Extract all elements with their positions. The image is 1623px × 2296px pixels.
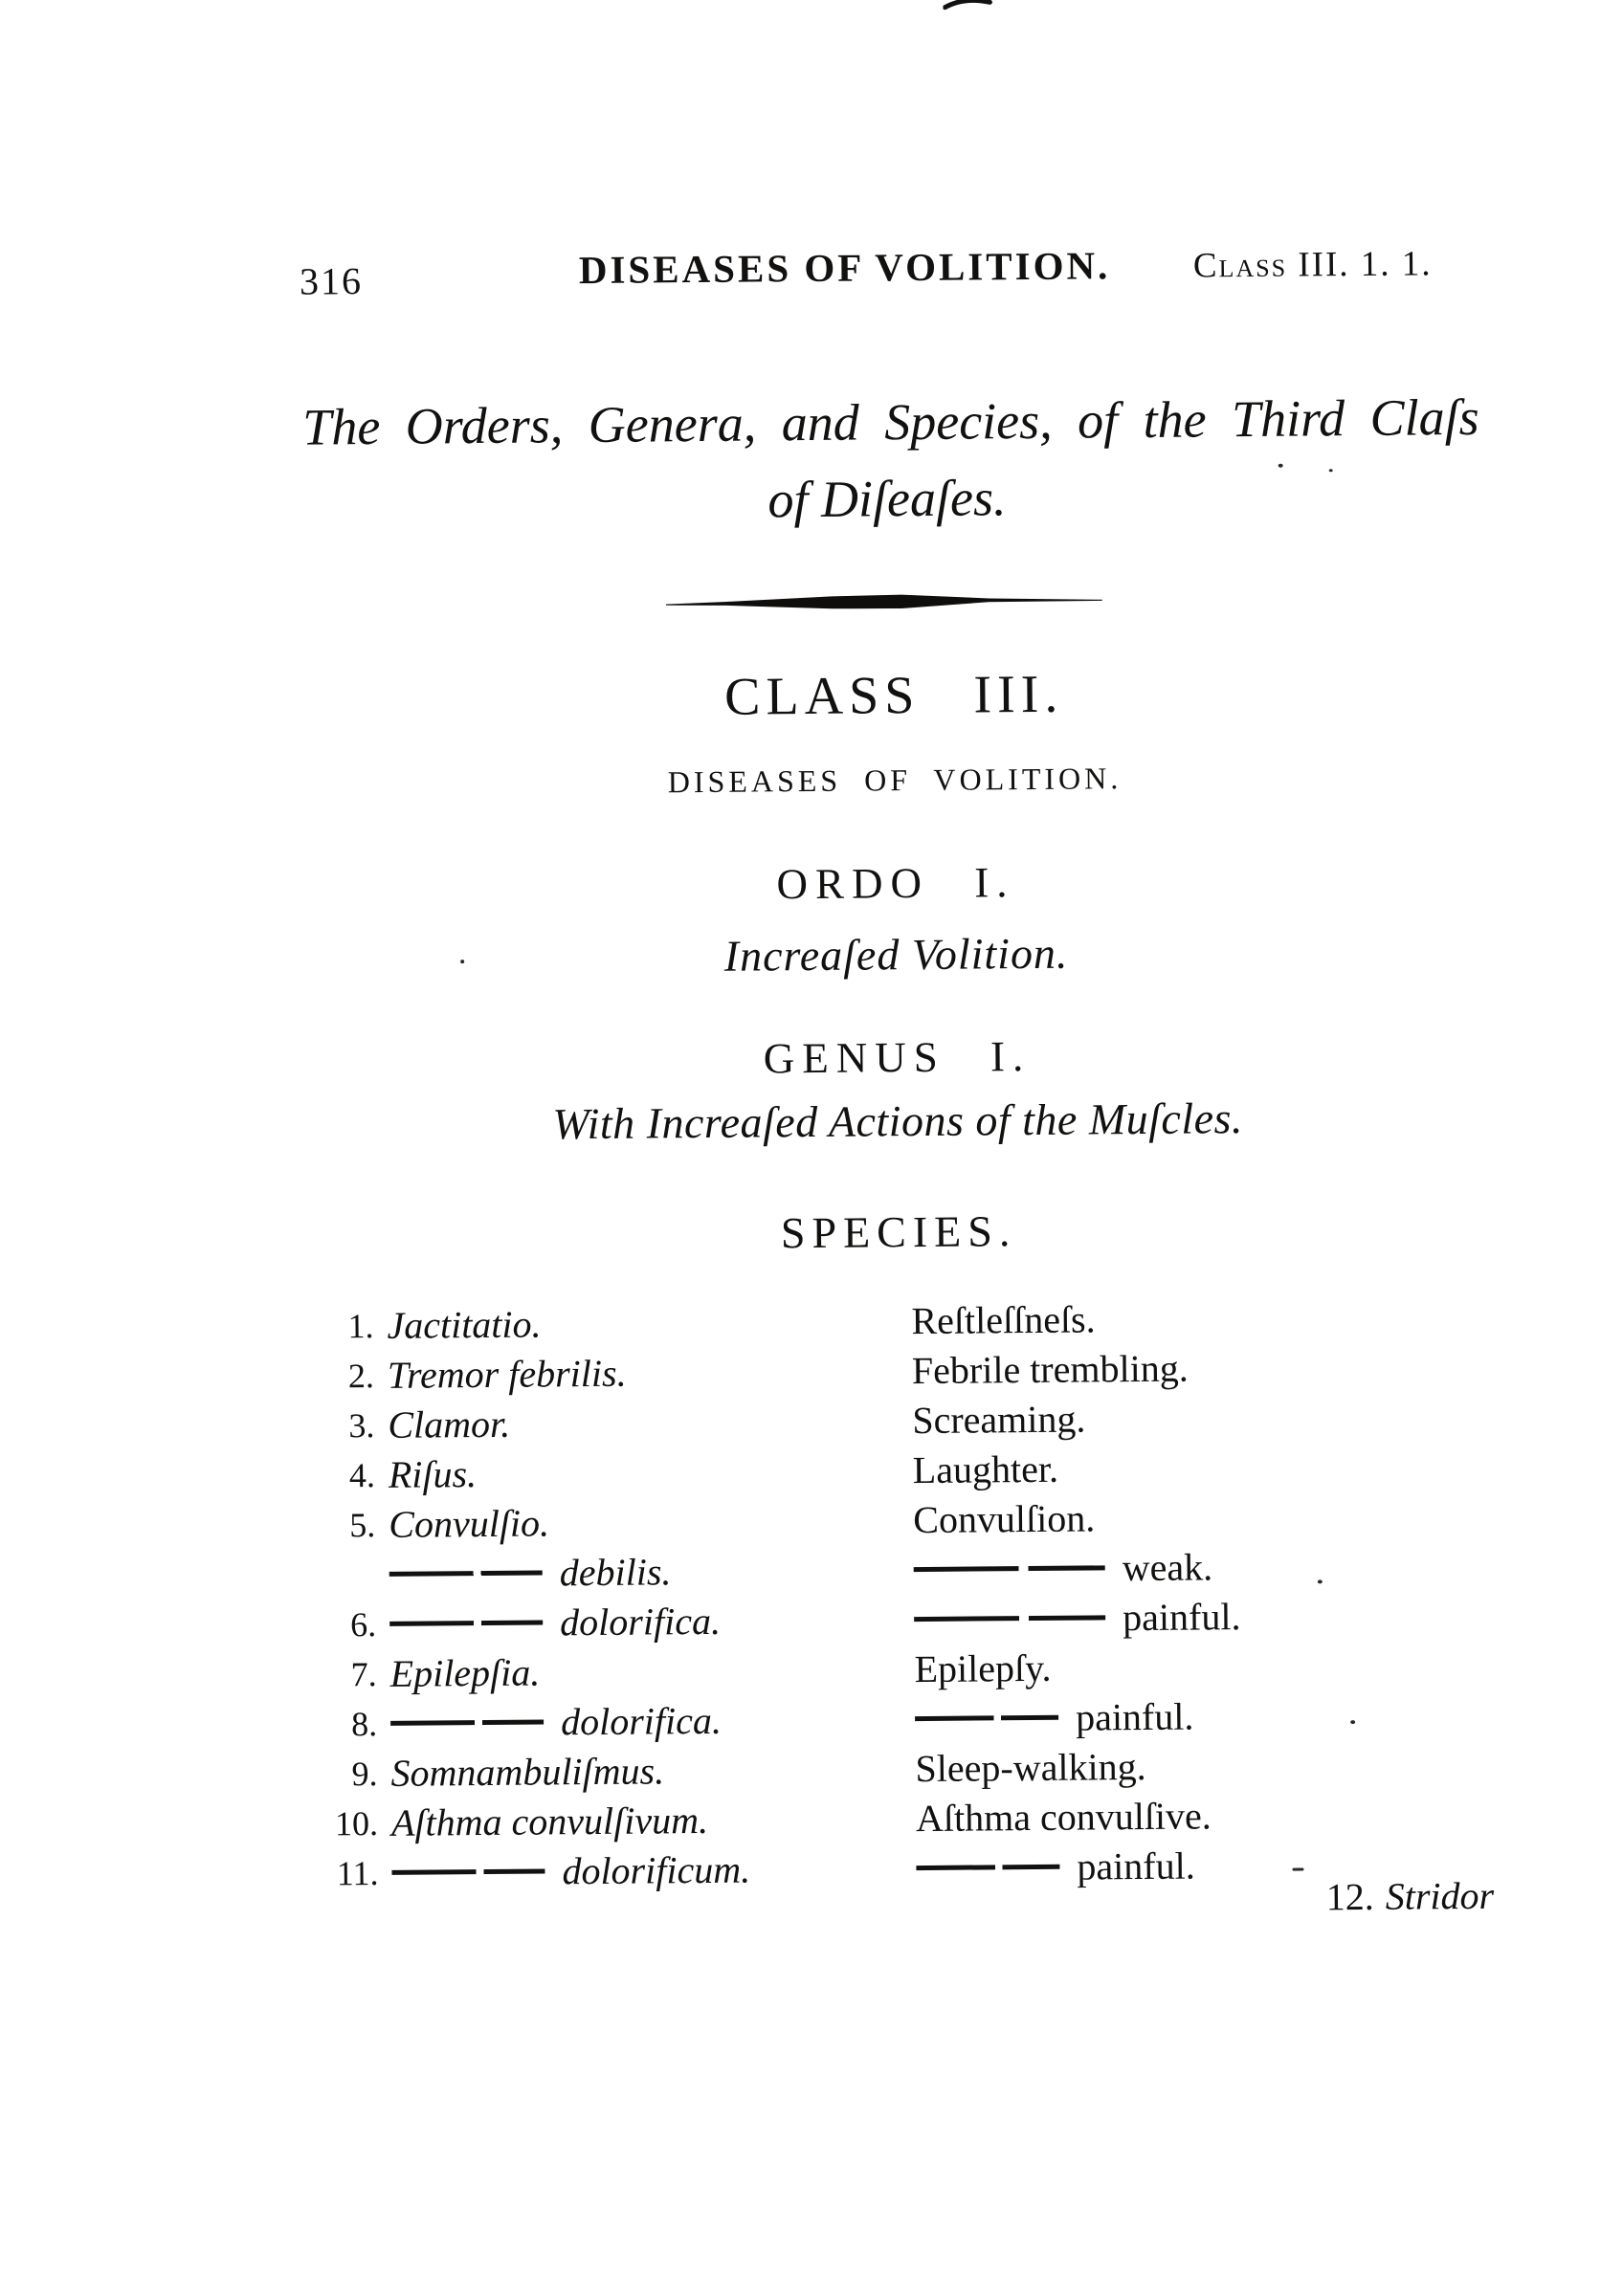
species-number: [321, 1550, 389, 1601]
species-english: weak.: [913, 1540, 1525, 1596]
chapter-title-line1: The Orders, Genera, and Species, of the Third Claſs: [302, 387, 1479, 456]
scan-speck: [1292, 1868, 1303, 1871]
species-number: 7.: [350, 1654, 377, 1694]
ditto-dash: [389, 1570, 543, 1576]
scan-speck: [1350, 1720, 1355, 1724]
running-section-label: Class III. 1. 1.: [1192, 244, 1433, 286]
scan-artifact-curve: [943, 0, 992, 11]
scan-speck: [1318, 1579, 1323, 1583]
chapter-title: [302, 379, 1479, 542]
page-number: 316: [299, 259, 364, 303]
species-english: painful.: [914, 1590, 1526, 1645]
scan-speck: [460, 960, 464, 963]
continuation-name: Stridor: [1385, 1873, 1495, 1918]
species-english: Reſtleſſneſs.: [911, 1297, 1096, 1343]
species-number: 11.: [336, 1853, 379, 1893]
species-english: Laughter.: [912, 1446, 1059, 1492]
species-number: 1.: [347, 1307, 374, 1346]
species-english: Convulſion.: [913, 1496, 1096, 1542]
ordo-heading: ORDO I.: [776, 858, 1015, 909]
species-number: 3.: [348, 1406, 375, 1446]
species-number: 9.: [351, 1754, 378, 1794]
ditto-dash: [391, 1868, 545, 1874]
species-latin: debilis.: [389, 1545, 914, 1600]
species-latin: Jactitatio.: [387, 1302, 542, 1347]
species-number: 6.: [350, 1604, 377, 1645]
continuation-number: 12.: [1325, 1874, 1374, 1919]
species-latin: Tremor febrilis.: [387, 1351, 627, 1397]
species-latin: dolorifica.: [389, 1595, 914, 1649]
species-latin: Epilepſia.: [389, 1650, 541, 1695]
species-latin: dolorificum.: [391, 1843, 916, 1898]
species-list: [318, 1292, 1528, 1899]
class-heading: CLASS III.: [723, 664, 1064, 727]
species-latin: Convulſio.: [389, 1501, 550, 1546]
species-number: 5.: [349, 1505, 376, 1545]
species-latin: Aſthma convulſivum.: [390, 1798, 709, 1844]
species-english: Sleep-walking.: [915, 1744, 1146, 1791]
species-english: Aſthma convulſive.: [915, 1794, 1212, 1841]
species-english: painful.: [915, 1689, 1527, 1744]
species-number: 4.: [348, 1455, 376, 1495]
chapter-title-line2: of Diſeaſes.: [767, 469, 1007, 529]
running-title: DISEASES OF VOLITION.: [578, 243, 1111, 293]
species-number: 8.: [350, 1704, 378, 1744]
ditto-dash: [916, 1865, 1059, 1870]
ordo-subheading: Increaſed Volition.: [723, 928, 1069, 981]
ditto-dash: [914, 1615, 1105, 1622]
species-continuation: [1326, 1873, 1495, 1920]
species-english: painful.: [916, 1838, 1528, 1893]
species-english: Screaming.: [912, 1397, 1086, 1443]
species-latin: dolorifica.: [390, 1694, 915, 1749]
ditto-dash: [914, 1565, 1105, 1572]
species-number: 10.: [334, 1803, 379, 1843]
ditto-dash: [390, 1719, 544, 1725]
genus-heading: GENUS I.: [763, 1032, 1032, 1083]
scan-speck: [1329, 469, 1333, 472]
scan-speck: [1278, 464, 1283, 468]
ditto-dash: [389, 1620, 543, 1625]
class-subheading: DISEASES OF VOLITION.: [667, 761, 1123, 800]
section-divider-rule: [666, 591, 1102, 612]
species-heading: SPECIES.: [780, 1206, 1017, 1258]
species-latin: Clamor.: [388, 1402, 511, 1446]
species-latin: Somnambuliſmus.: [390, 1749, 665, 1795]
species-english: Febrile trembling.: [911, 1346, 1189, 1393]
ditto-dash: [915, 1715, 1058, 1721]
genus-subheading: With Increaſed Actions of the Muſcles.: [552, 1093, 1244, 1149]
species-english: Epilepſy.: [914, 1645, 1052, 1691]
species-latin: Riſus.: [388, 1452, 478, 1496]
species-number: 2.: [347, 1357, 375, 1396]
